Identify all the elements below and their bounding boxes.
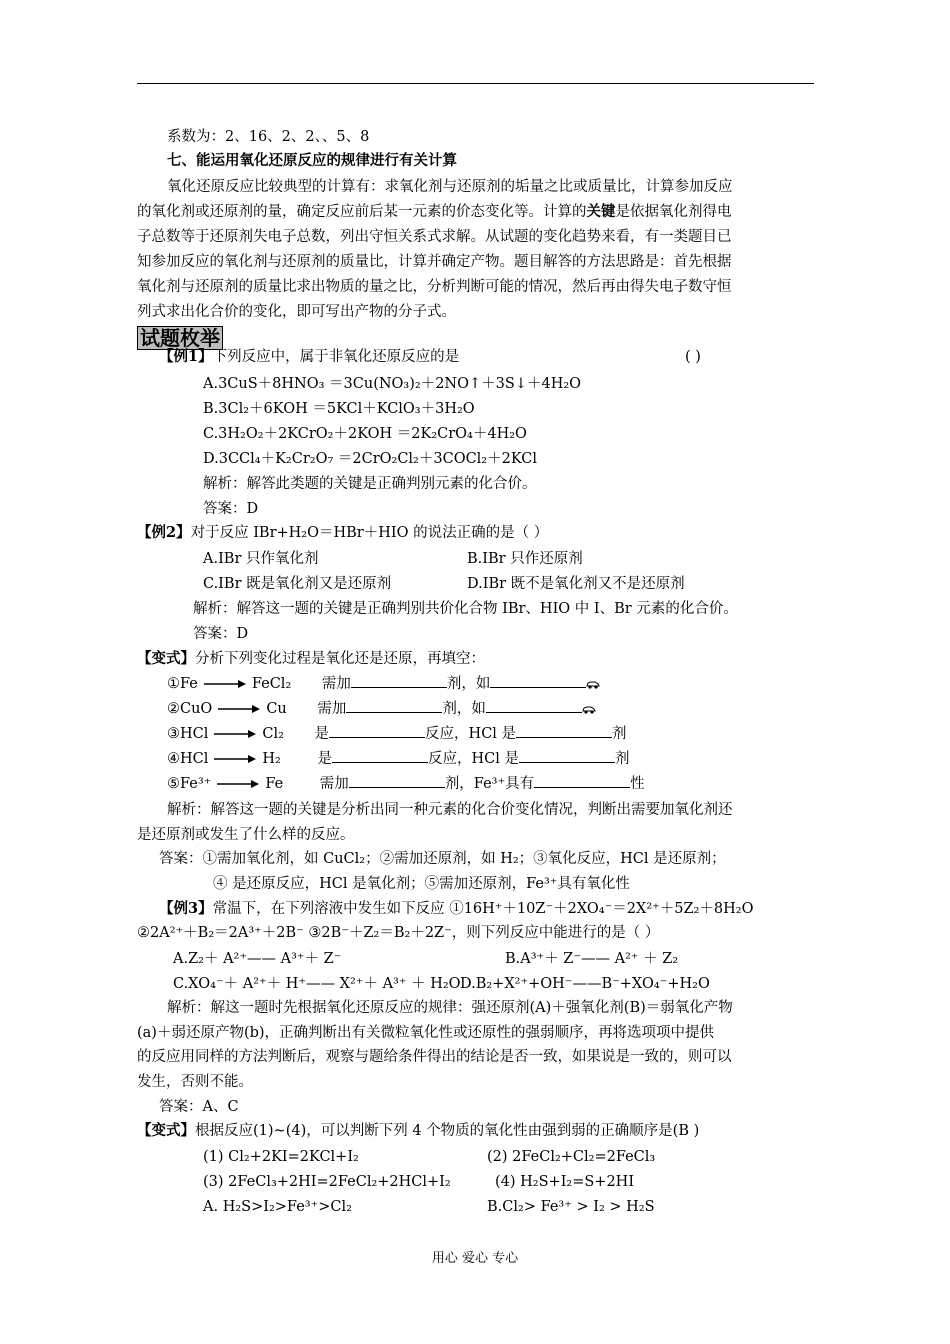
reaction-row-1: ①Fe FeCl₂ 需加 剂，如: [137, 673, 847, 695]
section-heading: 七、能运用氧化还原反应的规律进行有关计算: [167, 152, 457, 169]
example1-option-b: B.3Cl₂＋6KOH ＝5KCl＋KClO₃＋3H₂O: [203, 401, 475, 417]
para-line: 的氧化剂或还原剂的量，确定反应前后某一元素的价态变化等。计算的关键是依据氧化剂得电: [137, 203, 732, 220]
example3-explanation: (a)＋弱还原产物(b)，正确判断出有关微粒氧化性或还原性的强弱顺序，再将选项项中提供: [137, 1025, 715, 1041]
example3-question: ②2A²⁺＋B₂＝2A³⁺＋2B⁻ ③2B⁻＋Z₂＝B₂＋2Z⁻，则下列反应中能进行的是（ ）: [137, 925, 660, 941]
para-line: 列式求出化合价的变化，即可写出产物的分子式。: [137, 304, 456, 320]
examples-heading: 试题枚举: [137, 326, 817, 352]
example1-explanation: 解析：解答此类题的关键是正确判别元素的化合价。: [203, 476, 537, 492]
example1-option-a: A.3CuS＋8HNO₃ ＝3Cu(NO₃)₂＋2NO↑＋3S↓＋4H₂O: [203, 376, 582, 392]
variant1-explanation: 是还原剂或发生了什么样的反应。: [137, 827, 355, 843]
para-line: 知参加反应的氧化剂与还原剂的质量比，计算并确定产物。题目解答的方法思路是：首先根据: [137, 254, 732, 270]
reaction-row-3: ③HCl Cl₂ 是 反应，HCl 是 剂: [167, 726, 627, 742]
example2-question: 【例2】对于反应 IBr+H₂O＝HBr＋HIO 的说法正确的是（ ）: [137, 524, 549, 541]
example1-option-c: C.3H₂O₂＋2KCrO₂＋2KOH ＝2K₂CrO₄＋4H₂O: [203, 426, 527, 442]
example3-question: 【例3】常温下，在下列溶液中发生如下反应 ①16H⁺＋10Z⁻＋2XO₄⁻＝2X²⁺＋5Z₂＋8H₂O: [159, 900, 754, 917]
variant2-reactions-12: (1) Cl₂+2KI=2KCl+I₂ (2) 2FeCl₂+Cl₂=2FeCl₃: [203, 1149, 656, 1165]
example3-answer: 答案：A、C: [159, 1099, 239, 1115]
page-footer: 用心 爱心 专心: [431, 1251, 519, 1266]
example1-answer: 答案：D: [203, 501, 259, 517]
example3-explanation: 的反应用同样的方法判断后，观察与题给条件得出的结论是否一致，如果说是一致的，则可以: [137, 1049, 732, 1065]
car-icon: [582, 704, 596, 714]
arrow-icon: [217, 780, 259, 788]
example2-answer: 答案：D: [193, 626, 249, 642]
arrow-icon: [214, 730, 256, 738]
example2-options-cd: C.IBr 既是氧化剂又是还原剂 D.IBr 既不是氧化剂又不是还原剂: [203, 576, 685, 592]
para-line: 氧化还原反应比较典型的计算有：求氧化剂与还原剂的垢量之比或质量比，计算参加反应: [167, 179, 733, 195]
example2-options-ab: A.IBr 只作氧化剂 B.IBr 只作还原剂: [203, 551, 583, 567]
variant2-question: 【变式】根据反应(1)~(4)，可以判断下列 4 个物质的氧化性由强到弱的正确顺序是(B ): [137, 1122, 700, 1139]
reaction-row-5: ⑤Fe³⁺ Fe 需加 剂，Fe³⁺具有 性: [167, 776, 645, 792]
example2-explanation: 解析：解答这一题的关键是正确判别共价化合物 IBr、HIO 中 I、Br 元素的化合价。: [193, 601, 738, 617]
example3-options-cd: C.XO₄⁻＋ A²⁺＋ H⁺—— X²⁺＋ A³⁺ ＋ H₂O D.B₂+X²⁺+OH⁻——B⁻+XO₄⁻+H₂O: [173, 976, 710, 992]
example1-question: 【例1】下列反应中，属于非氧化还原反应的是 ( ): [159, 348, 701, 365]
reaction-row-4: ④HCl H₂ 是 反应，HCl 是 剂: [167, 751, 630, 767]
header-rule: [137, 83, 814, 84]
para-line: 子总数等于还原剂失电子总数，列出守恒关系式求解。从试题的变化趋势来看，有一类题目已: [137, 229, 732, 245]
example3-explanation: 解析：解这一题时先根据氧化还原反应的规律：强还原剂(A)＋强氧化剂(B)＝弱氧化产物: [167, 1000, 733, 1016]
coefficients-line: 系数为：2、16、2、2、、5、8: [167, 129, 370, 145]
example3-options-ab: A.Z₂＋ A²⁺—— A³⁺＋ Z⁻ B.A³⁺＋ Z⁻—— A²⁺ ＋ Z₂: [173, 951, 679, 967]
variant2-reactions-34: (3) 2FeCl₃+2HI=2FeCl₂+2HCl+I₂ (4) H₂S+I₂=S+2HI: [203, 1174, 635, 1190]
para-line: 氧化剂与还原剂的质量比求出物质的量之比，分析判断可能的情况，然后再由得失电子数守恒: [137, 279, 732, 295]
car-icon: [586, 679, 600, 689]
example3-explanation: 发生，否则不能。: [137, 1074, 253, 1090]
arrow-icon: [214, 755, 256, 763]
reaction-row-2: ②CuO Cu 需加 剂，如: [137, 698, 847, 720]
arrow-icon: [204, 680, 246, 688]
variant1-question: 【变式】分析下列变化过程是氧化还是还原，再填空：: [137, 650, 485, 667]
variant1-answer: 答案：①需加氧化剂，如 CuCl₂；②需加还原剂，如 H₂；③氧化反应，HCl 是还原剂；: [159, 851, 726, 867]
arrow-icon: [218, 705, 260, 713]
variant1-answer: ④ 是还原反应，HCl 是氧化剂；⑤需加还原剂，Fe³⁺具有氧化性: [213, 876, 630, 892]
variant1-explanation: 解析：解答这一题的关键是分析出同一种元素的化合价变化情况，判断出需要加氧化剂还: [167, 802, 733, 818]
variant2-options: A. H₂S>I₂>Fe³⁺>Cl₂ B.Cl₂> Fe³⁺ > I₂ > H₂S: [203, 1199, 655, 1215]
example1-option-d: D.3CCl₄＋K₂Cr₂O₇ ＝2CrO₂Cl₂＋3COCl₂＋2KCl: [203, 451, 538, 467]
